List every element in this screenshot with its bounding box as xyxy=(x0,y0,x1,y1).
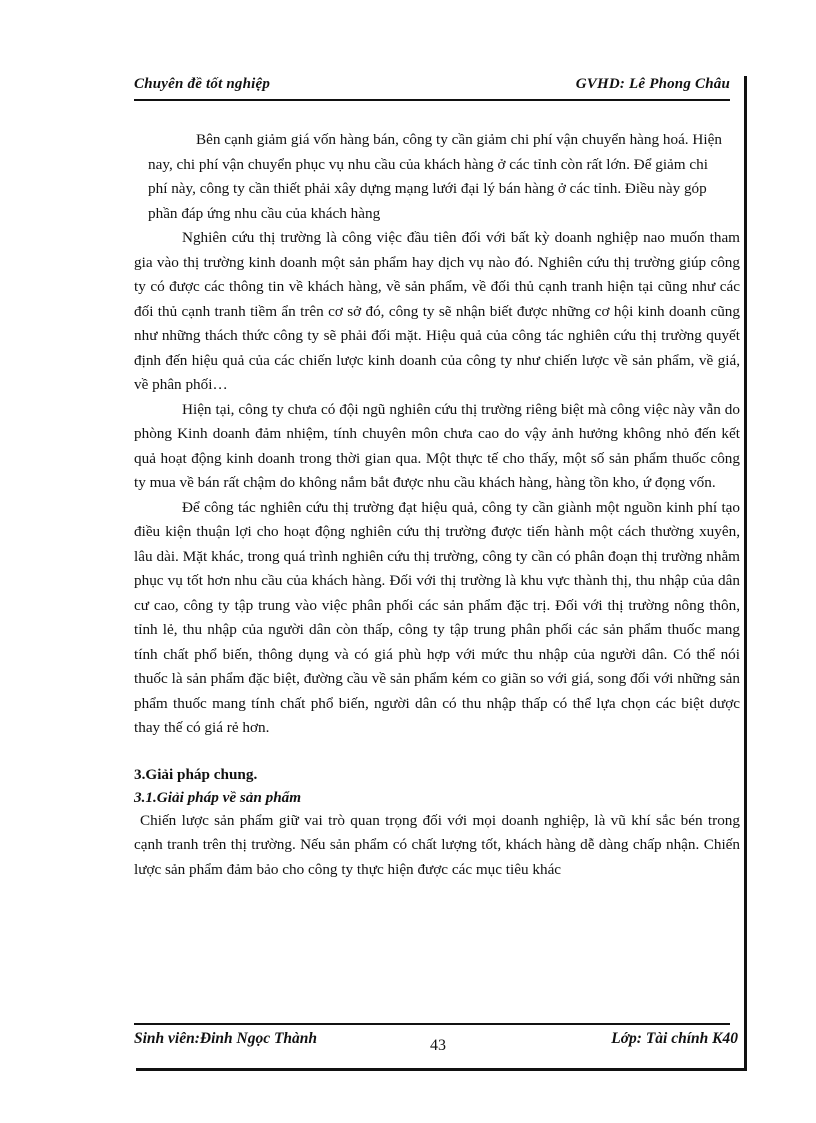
footer-student: Sinh viên:Đinh Ngọc Thành xyxy=(134,1030,318,1047)
page-header xyxy=(134,74,730,98)
header-title: Chuyên đề tốt nghiệp xyxy=(134,76,271,92)
paragraph: Hiện tại, công ty chưa có đội ngũ nghiên cứu thị trường riêng biệt mà công việc này vẫn do phòng Kinh doanh đảm nhiệm, tính chuyên môn chưa cao do vậy ảnh hưởng không nhỏ đến kết quả hoạt động kinh doanh trong thời gian qua. Một thực tế cho thấy, một số sản phẩm thuốc công ty mua về bán rất chậm do không nắm bắt được nhu cầu khách hàng, hàng tồn kho, ứ đọng vốn. xyxy=(134,400,740,491)
header-rule xyxy=(134,99,730,101)
paragraph: Bên cạnh giảm giá vốn hàng bán, công ty cần giảm chi phí vận chuyển hàng hoá. Hiện nay, chi phí vận chuyển phục vụ nhu cầu của khách hàng ở các tỉnh còn rất lớn. Để giảm chi phí này, công ty cần thiết phải xây dựng mạng lưới đại lý bán hàng ở các tỉnh. Điều này góp phần đáp ứng nhu cầu của khách hàng xyxy=(148,131,722,222)
footer-class: Lớp: Tài chính K40 xyxy=(611,1030,738,1047)
header-supervisor: GVHD: Lê Phong Châu xyxy=(575,76,730,92)
paragraph: Để công tác nghiên cứu thị trường đạt hiệu quả, công ty cần giành một nguồn kinh phí tạo điều kiện thuận lợi cho hoạt động nghiên cứu thị trường được tiến hành một cách thường xuyên, lâu dài. Mặt khác, trong quá trình nghiên cứu thị trường, công ty cần có phân đoạn thị trường nhằm phục vụ tốt hơn nhu cầu của khách hàng. Đối với thị trường là khu vực thành thị, thu nhập của dân cư cao, công ty tập trung vào việc phân phối các sản phẩm đặc trị. Đối với thị trường nông thôn, tỉnh lẻ, thu nhập của người dân còn thấp, công ty tập trung phân phối các sản phẩm thuốc mang tính chất phổ biến, thông dụng và có giá phù hợp với mức thu nhập của người dân. Có thể nói thuốc là sản phẩm đặc biệt, đường cầu về sản phẩm kém co giãn so với giá, song đối với những sản phẩm thuốc mang tính chất phổ biến, người dân có thu nhập thấp có thể lựa chọn các biệt dược thay thế có giá rẻ hơn. xyxy=(134,498,740,736)
page-border-shadow-bottom xyxy=(136,1068,747,1071)
paragraph: Chiến lược sản phẩm giữ vai trò quan trọng đối với mọi doanh nghiệp, là vũ khí sắc bén trong cạnh tranh trên thị trường. Nếu sản phẩm có chất lượng tốt, khách hàng dễ dàng chấp nhận. Chiến lược sản phẩm đảm bảo cho công ty thực hiện được các mục tiêu khác xyxy=(134,811,740,878)
spacer xyxy=(134,741,740,763)
page-number: 43 xyxy=(430,1037,446,1054)
paragraph: Nghiên cứu thị trường là công việc đầu tiên đối với bất kỳ doanh nghiệp nao muốn tham gia vào thị trường kinh doanh một sản phẩm hay dịch vụ nào đó. Nghiên cứu thị trường giúp công ty có được các thông tin về khách hàng, về sản phẩm, về đối thủ cạnh tranh hiện tại cũng như các đối thủ cạnh tranh tiềm ẩn trên cơ sở đó, công ty sẽ nhận biết được những cơ hội kinh doanh cũng như những thách thức công ty sẽ phải đối mặt. Hiệu quả của công tác nghiên cứu thị trường quyết định đến hiệu quả của các chiến lược kinh doanh của công ty như chiến lược về sản phẩm, về giá, về phân phối… xyxy=(134,229,740,393)
page-border-shadow-right xyxy=(744,76,747,1071)
section-heading: 3.Giải pháp chung. xyxy=(134,765,258,783)
footer-rule xyxy=(134,1023,730,1025)
document-body xyxy=(134,128,740,882)
subsection-heading: 3.1.Giải pháp về sản phẩm xyxy=(134,788,302,806)
